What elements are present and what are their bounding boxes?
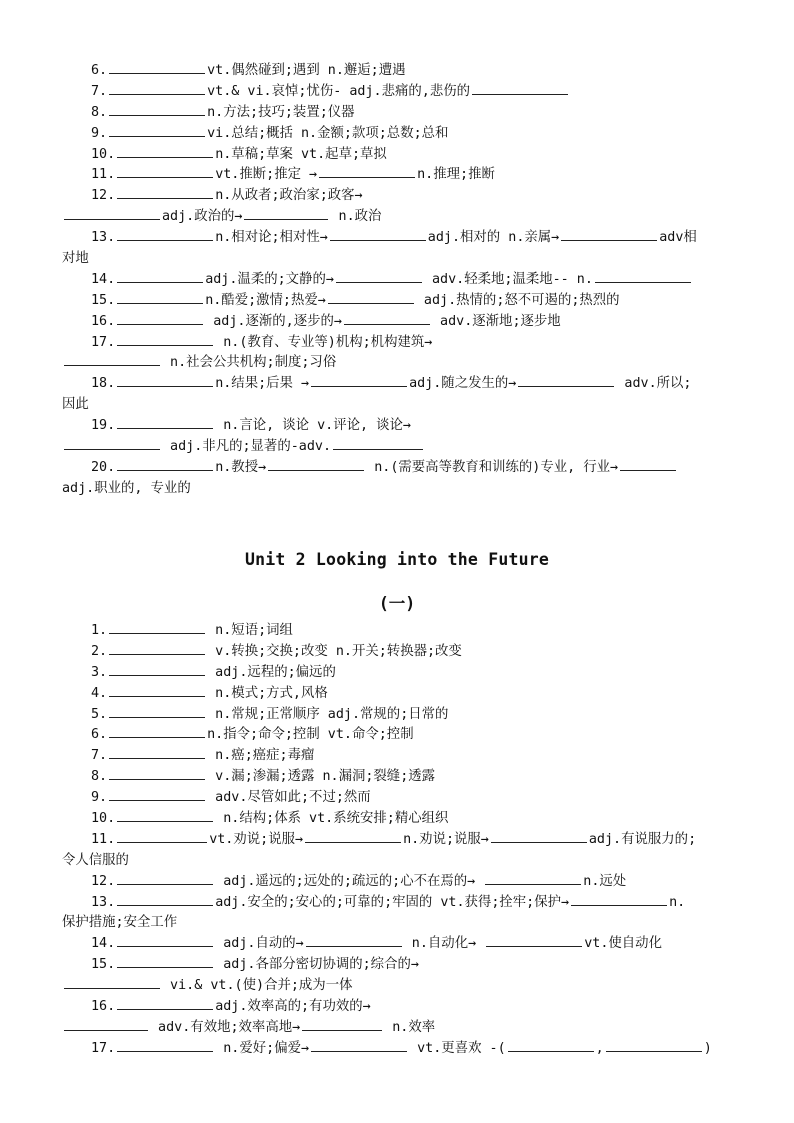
answer-blank[interactable] <box>472 82 568 95</box>
answer-blank[interactable] <box>64 207 160 220</box>
item-text: adj.有说服力的; <box>588 831 697 847</box>
answer-blank[interactable] <box>486 934 582 947</box>
item-text: adj.遥远的;远处的;疏远的;心不在焉的→ <box>215 873 484 889</box>
item-number: 14. <box>91 936 116 952</box>
answer-blank[interactable] <box>64 976 160 989</box>
part-title: (一) <box>378 594 416 613</box>
vocab-item <box>62 165 734 186</box>
vocab-item <box>62 228 734 249</box>
answer-blank[interactable] <box>109 124 205 137</box>
vocab-item <box>62 809 734 830</box>
item-text: n.相对论;相对性→ <box>215 230 328 246</box>
item-text: n.(需要高等教育和训练的)专业, 行业→ <box>366 459 619 475</box>
vocab-item <box>62 621 734 642</box>
answer-blank[interactable] <box>109 61 205 74</box>
item-number: 4. <box>91 685 108 701</box>
vocab-item <box>62 103 734 124</box>
vocab-line-continuation <box>62 207 734 228</box>
vocab-item <box>62 934 734 955</box>
answer-blank[interactable] <box>117 165 213 178</box>
item-text: n.教授→ <box>215 459 267 475</box>
answer-blank[interactable] <box>117 1039 213 1052</box>
vocab-list-unit1 <box>62 61 734 500</box>
item-number: 16. <box>91 313 116 329</box>
answer-blank[interactable] <box>117 934 213 947</box>
item-text: vt.推断;推定 → <box>215 167 318 183</box>
vocab-item <box>62 663 734 684</box>
item-number: 14. <box>91 271 116 287</box>
vocab-item <box>62 893 734 914</box>
answer-blank[interactable] <box>306 934 402 947</box>
item-number: 10. <box>91 811 116 827</box>
answer-blank[interactable] <box>117 893 213 906</box>
vocab-line-continuation <box>62 249 734 270</box>
answer-blank[interactable] <box>571 893 667 906</box>
item-text: 令人信服的 <box>62 852 129 868</box>
answer-blank[interactable] <box>302 1018 382 1031</box>
item-text: vi.& vt.(使)合并;成为一体 <box>162 978 353 994</box>
item-text: n.方法;技巧;装置;仪器 <box>207 104 355 120</box>
item-text: n.爱好;偏爱→ <box>215 1040 310 1056</box>
vocab-item <box>62 186 734 207</box>
item-text: vt.使自动化 <box>584 936 662 952</box>
vocab-item <box>62 830 734 851</box>
item-text: n.结果;后果 → <box>215 376 310 392</box>
item-text: vt.劝说;说服→ <box>209 831 304 847</box>
answer-blank[interactable] <box>109 788 205 801</box>
answer-blank[interactable] <box>328 291 414 304</box>
answer-blank[interactable] <box>117 291 203 304</box>
answer-blank[interactable] <box>311 1039 407 1052</box>
vocab-item <box>62 374 734 395</box>
item-text: adj.非凡的;显著的-adv. <box>162 439 332 455</box>
vocab-line-continuation <box>62 913 734 934</box>
item-number: 9. <box>91 790 108 806</box>
answer-blank[interactable] <box>109 746 205 759</box>
item-number: 1. <box>91 623 108 638</box>
answer-blank[interactable] <box>117 997 213 1010</box>
item-number: 12. <box>91 873 116 889</box>
item-text: adj.温柔的;文静的→ <box>205 271 334 287</box>
answer-blank[interactable] <box>109 705 205 718</box>
item-number: 18. <box>91 376 116 392</box>
item-text: adj.政治的→ <box>162 209 243 225</box>
item-number: 11. <box>91 831 116 847</box>
item-text: n.模式;方式,风格 <box>207 685 328 701</box>
item-text: adv.有效地;效率高地→ <box>150 1019 301 1035</box>
item-number: 8. <box>91 104 108 120</box>
answer-blank[interactable] <box>244 207 328 220</box>
item-text: n.社会公共机构;制度;习俗 <box>162 355 337 371</box>
item-number: 19. <box>91 418 116 434</box>
answer-blank[interactable] <box>109 621 205 634</box>
answer-blank[interactable] <box>344 312 430 325</box>
vocab-item <box>62 1039 734 1060</box>
item-text: n.短语;词组 <box>207 623 293 638</box>
item-number: 9. <box>91 125 108 141</box>
item-text: n.自动化→ <box>403 936 485 952</box>
vocab-item <box>62 642 734 663</box>
item-text: vt.偶然碰到;遇到 n.邂逅;遭遇 <box>207 63 406 78</box>
item-text: n.指令;命令;控制 vt.命令;控制 <box>207 727 414 743</box>
answer-blank[interactable] <box>268 458 364 471</box>
answer-blank[interactable] <box>109 103 205 116</box>
answer-blank[interactable] <box>117 374 213 387</box>
answer-blank[interactable] <box>336 270 422 283</box>
vocab-item <box>62 291 734 312</box>
vocab-line-continuation <box>62 976 734 997</box>
item-text: n.推理;推断 <box>417 167 495 183</box>
vocab-line-continuation <box>62 395 734 416</box>
item-number: 11. <box>91 167 116 183</box>
item-text: n.从政者;政治家;政客→ <box>215 188 363 204</box>
item-text: n. <box>669 894 686 910</box>
item-number: 7. <box>91 748 108 764</box>
item-number: 2. <box>91 643 108 659</box>
answer-blank[interactable] <box>319 165 415 178</box>
item-number: 16. <box>91 999 116 1015</box>
answer-blank[interactable] <box>109 663 205 676</box>
vocab-item <box>62 312 734 333</box>
item-number: 17. <box>91 1040 116 1056</box>
item-number: 3. <box>91 664 108 680</box>
vocab-line-continuation <box>62 479 734 500</box>
item-text: 保护措施;安全工作 <box>62 915 178 931</box>
vocab-line-continuation <box>62 851 734 872</box>
item-number: 12. <box>91 188 116 204</box>
answer-blank[interactable] <box>595 270 691 283</box>
item-text: ) <box>703 1040 712 1056</box>
vocab-item <box>62 333 734 354</box>
item-text: adj.各部分密切协调的;综合的→ <box>215 957 419 973</box>
item-number: 5. <box>91 706 108 722</box>
answer-blank[interactable] <box>117 145 213 158</box>
answer-blank[interactable] <box>117 416 213 429</box>
answer-blank[interactable] <box>109 684 205 697</box>
answer-blank[interactable] <box>117 312 203 325</box>
item-text: adj.随之发生的→ <box>409 376 517 392</box>
item-text: adv相 <box>659 230 697 246</box>
answer-blank[interactable] <box>305 830 401 843</box>
item-text: 因此 <box>62 397 89 413</box>
item-number: 15. <box>91 957 116 973</box>
answer-blank[interactable] <box>64 353 160 366</box>
item-text: adj.相对的 n.亲属→ <box>427 230 560 246</box>
answer-blank[interactable] <box>117 270 203 283</box>
vocab-item <box>62 145 734 166</box>
item-text: n.效率 <box>384 1019 436 1035</box>
vocab-line-continuation <box>62 1018 734 1039</box>
item-text: 对地 <box>62 251 89 267</box>
item-number: 20. <box>91 459 116 475</box>
item-text: n.常规;正常顺序 adj.常规的;日常的 <box>207 706 449 722</box>
item-text: vi.总结;概括 n.金额;款项;总数;总和 <box>207 125 449 141</box>
item-number: 7. <box>91 83 108 99</box>
answer-blank[interactable] <box>311 374 407 387</box>
answer-blank[interactable] <box>117 830 207 843</box>
item-text: n.酷爱;激情;热爱→ <box>205 292 326 308</box>
answer-blank[interactable] <box>606 1039 702 1052</box>
vocab-item <box>62 746 734 767</box>
item-text: n.劝说;说服→ <box>403 831 489 847</box>
answer-blank[interactable] <box>508 1039 594 1052</box>
vocab-item <box>62 705 734 726</box>
vocab-item <box>62 124 734 145</box>
vocab-item <box>62 955 734 976</box>
answer-blank[interactable] <box>333 437 423 450</box>
vocab-item <box>62 416 734 437</box>
vocab-item <box>62 788 734 809</box>
item-text: adv.尽管如此;不过;然而 <box>207 790 371 806</box>
vocab-item <box>62 997 734 1018</box>
item-number: 6. <box>91 727 108 743</box>
answer-blank[interactable] <box>561 228 657 241</box>
answer-blank[interactable] <box>491 830 587 843</box>
answer-blank[interactable] <box>64 437 160 450</box>
answer-blank[interactable] <box>117 458 213 471</box>
vocab-line-continuation <box>62 353 734 374</box>
item-text: n.草稿;草案 vt.起草;草拟 <box>215 146 387 162</box>
vocab-item <box>62 684 734 705</box>
item-number: 15. <box>91 292 116 308</box>
item-number: 17. <box>91 334 116 350</box>
answer-blank[interactable] <box>117 955 213 968</box>
vocab-list-unit2 <box>62 621 734 1060</box>
item-text: adj.职业的, 专业的 <box>62 480 191 496</box>
item-text: adv.轻柔地;温柔地-- n. <box>423 271 593 287</box>
item-text: adv.逐渐地;逐步地 <box>431 313 561 329</box>
item-number: 6. <box>91 63 108 78</box>
vocab-item <box>62 767 734 788</box>
answer-blank[interactable] <box>485 872 581 885</box>
vocab-item <box>62 725 734 746</box>
item-text: vt.更喜欢 -( <box>409 1040 506 1056</box>
vocab-line-continuation <box>62 437 734 458</box>
item-text: n.(教育、专业等)机构;机构建筑→ <box>215 334 433 350</box>
vocab-item <box>62 270 734 291</box>
item-text: adj.远程的;偏远的 <box>207 664 336 680</box>
unit-title: Unit 2 Looking into the Future <box>244 550 549 569</box>
item-text: adv.所以; <box>616 376 692 392</box>
item-number: 8. <box>91 769 108 785</box>
item-text: n.政治 <box>330 209 382 225</box>
item-number: 13. <box>91 894 116 910</box>
vocab-item <box>62 61 734 82</box>
answer-blank[interactable] <box>109 725 205 738</box>
item-text: n.结构;体系 vt.系统安排;精心组织 <box>215 811 449 827</box>
answer-blank[interactable] <box>117 228 213 241</box>
vocab-item <box>62 872 734 893</box>
item-text: n.言论, 谈论 v.评论, 谈论→ <box>215 418 411 434</box>
answer-blank[interactable] <box>117 872 213 885</box>
answer-blank[interactable] <box>64 1018 148 1031</box>
item-text: , <box>595 1040 604 1056</box>
item-text: adj.效率高的;有功效的→ <box>215 999 371 1015</box>
answer-blank[interactable] <box>109 642 205 655</box>
answer-blank[interactable] <box>117 809 213 822</box>
answer-blank[interactable] <box>117 186 213 199</box>
item-text: n.癌;癌症;毒瘤 <box>207 748 315 764</box>
item-text: adj.热情的;怒不可遏的;热烈的 <box>415 292 620 308</box>
item-text: adj.安全的;安心的;可靠的;牢固的 vt.获得;拴牢;保护→ <box>215 894 570 910</box>
item-text: adj.自动的→ <box>215 936 304 952</box>
vocab-item <box>62 458 734 479</box>
answer-blank[interactable] <box>620 458 676 471</box>
item-text: vt.& vi.哀悼;忧伤- adj.悲痛的,悲伤的 <box>207 83 471 99</box>
answer-blank[interactable] <box>518 374 614 387</box>
item-number: 10. <box>91 146 116 162</box>
item-text: n.远处 <box>583 873 627 889</box>
item-number: 13. <box>91 230 116 246</box>
item-text: v.转换;交换;改变 n.开关;转换器;改变 <box>207 643 462 659</box>
vocab-item <box>62 82 734 103</box>
answer-blank[interactable] <box>330 228 426 241</box>
item-text: adj.逐渐的,逐步的→ <box>205 313 342 329</box>
item-text: v.漏;渗漏;透露 n.漏洞;裂缝;透露 <box>207 769 436 785</box>
answer-blank[interactable] <box>109 82 205 95</box>
answer-blank[interactable] <box>117 333 213 346</box>
answer-blank[interactable] <box>109 767 205 780</box>
